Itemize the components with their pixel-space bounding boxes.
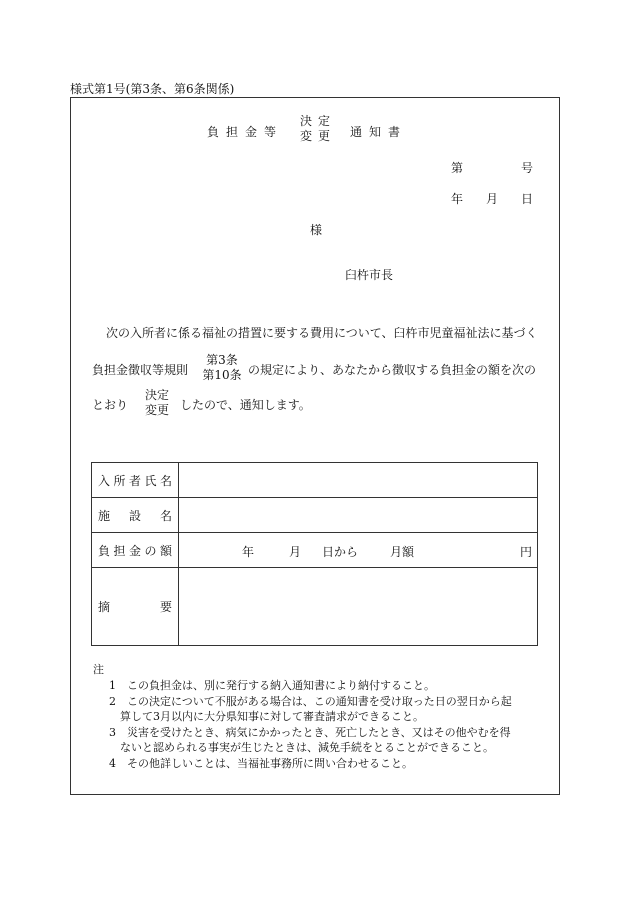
title-option-decision: 決定 (300, 114, 337, 128)
date-day: 日 (521, 192, 534, 206)
info-table (91, 462, 538, 646)
note-3-line-2: ないと認められる事実が生じたときは、減免手続をとることができること。 (120, 741, 494, 754)
form-number-label: 様式第1号(第3条、第6条関係) (70, 82, 235, 96)
issuer: 臼杵市長 (345, 268, 394, 282)
body-line-2-suffix: の規定により、あなたから徴収する負担金の額を次の (248, 363, 537, 377)
number-suffix: 号 (521, 161, 534, 175)
note-4-line-1: その他詳しいことは、当福祉事務所に問い合わせること。 (127, 757, 413, 770)
notes-heading: 注 (93, 663, 104, 676)
note-3-number: 3 (109, 726, 116, 739)
date-year: 年 (451, 192, 464, 206)
resident-name-field[interactable] (179, 463, 538, 498)
label-charge-amount: 負 担 金 の 額 (92, 533, 179, 568)
amount-yen: 円 (520, 545, 533, 559)
label-remarks: 摘 要 (92, 568, 179, 646)
decision-option-decide: 決定 (144, 388, 169, 402)
note-2-line-2: 算して3月以内に大分県知事に対して審査請求ができること。 (120, 710, 424, 723)
body-line-2-prefix: 負担金徴収等規則 (92, 363, 189, 377)
note-2-number: 2 (109, 695, 116, 708)
note-1-number: 1 (109, 679, 116, 692)
label-resident-name: 入 所 者 氏 名 (92, 463, 179, 498)
title-tail: 通知書 (350, 125, 408, 139)
decision-option-change: 変更 (144, 403, 169, 417)
body-line-1: 次の入所者に係る福祉の措置に要する費用について、臼杵市児童福祉法に基づく (106, 326, 538, 340)
table-row (92, 463, 538, 498)
amount-day-from: 日から (322, 545, 359, 559)
decision-options (138, 388, 176, 418)
article-options (200, 353, 244, 383)
note-1-line-1: この負担金は、別に発行する納入通知書により納付すること。 (127, 679, 435, 692)
title-decision-options (300, 114, 336, 144)
table-row (92, 498, 538, 533)
title-option-change: 変更 (300, 129, 337, 143)
body-line-3-prefix: とおり (92, 398, 129, 412)
table-row (92, 533, 538, 568)
date-month: 月 (486, 192, 499, 206)
amount-monthly: 月額 (390, 545, 415, 559)
note-3-line-1: 災害を受けたとき、病気にかかったとき、死亡したとき、又はその他やむを得 (127, 726, 511, 739)
facility-name-field[interactable] (179, 498, 538, 533)
number-prefix: 第 (451, 161, 464, 175)
article-option-3: 第3条 (206, 353, 238, 367)
label-facility-name: 施 設 名 (92, 498, 179, 533)
title-main: 負担金等 (207, 125, 284, 139)
amount-month: 月 (289, 545, 302, 559)
amount-year: 年 (242, 545, 255, 559)
note-4-number: 4 (109, 757, 116, 770)
charge-amount-field[interactable] (179, 533, 538, 568)
remarks-field[interactable] (179, 568, 538, 646)
article-option-10: 第10条 (202, 368, 242, 382)
recipient-suffix: 様 (310, 223, 323, 237)
note-2-line-1: この決定について不服がある場合は、この通知書を受け取った日の翌日から起 (127, 695, 512, 708)
body-line-3-suffix: したので、通知します。 (180, 398, 311, 412)
table-row (92, 568, 538, 646)
